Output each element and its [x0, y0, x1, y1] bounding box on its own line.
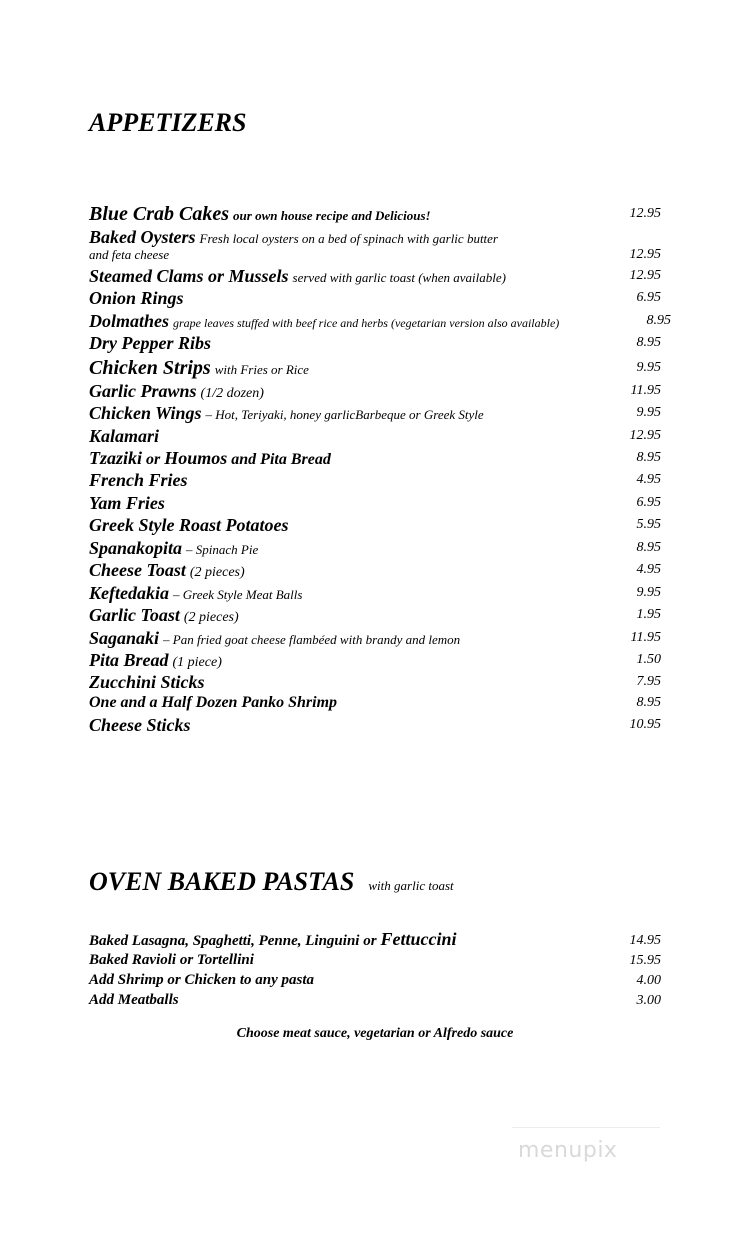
item-price: 4.00	[636, 973, 661, 988]
item-price: 4.95	[636, 562, 661, 577]
menu-item: Chicken Wings – Hot, Teriyaki, honey garlicBarbeque or Greek Style 9.95	[89, 403, 661, 423]
menu-item: Onion Rings 6.95	[89, 288, 661, 308]
item-price: 9.95	[636, 360, 661, 375]
menu-item: Add Shrimp or Chicken to any pasta 4.00	[89, 972, 661, 988]
menu-item: French Fries 4.95	[89, 470, 661, 490]
watermark-logo: menupix	[518, 1138, 618, 1163]
item-price: 11.95	[630, 630, 661, 645]
item-price: 4.95	[636, 472, 661, 487]
menu-item: Chicken Strips with Fries or Rice 9.95	[89, 357, 661, 379]
menu-item: Garlic Toast (2 pieces) 1.95	[89, 605, 661, 625]
menu-item: Baked Lasagna, Spaghetti, Penne, Linguini or Fettuccini 14.95	[89, 929, 661, 949]
item-price: 1.95	[636, 607, 661, 622]
item-price: 8.95	[636, 335, 661, 350]
menu-item: Blue Crab Cakes our own house recipe and Delicious! 12.95	[89, 203, 661, 225]
item-price: 9.95	[636, 585, 661, 600]
pastas-subtitle: with garlic toast	[368, 878, 454, 893]
menu-item: Keftedakia – Greek Style Meat Balls 9.95	[89, 583, 661, 603]
menu-item: Tzaziki or Houmos and Pita Bread 8.95	[89, 448, 661, 468]
item-price: 12.95	[629, 247, 661, 262]
sauce-note: Choose meat sauce, vegetarian or Alfredo sauce	[236, 1026, 514, 1041]
item-price: 6.95	[636, 290, 661, 305]
menu-item: Baked Ravioli or Tortellini 15.95	[89, 952, 661, 968]
item-price: 8.95	[636, 695, 661, 710]
item-price: 8.95	[646, 313, 671, 328]
pastas-heading: OVEN BAKED PASTAS with garlic toast	[89, 867, 454, 896]
item-price: 10.95	[629, 717, 661, 732]
menu-item: Cheese Sticks 10.95	[89, 715, 661, 735]
menu-item: Cheese Toast (2 pieces) 4.95	[89, 560, 661, 580]
menu-item: Pita Bread (1 piece) 1.50	[89, 650, 661, 670]
item-price: 7.95	[636, 674, 661, 689]
item-price: 12.95	[629, 206, 661, 221]
menu-item: Garlic Prawns (1/2 dozen) 11.95	[89, 381, 661, 401]
menu-item: Kalamari 12.95	[89, 426, 661, 446]
menu-item: Dry Pepper Ribs 8.95	[89, 333, 661, 353]
item-price: 8.95	[636, 540, 661, 555]
item-price: 15.95	[629, 953, 661, 968]
menu-item: Greek Style Roast Potatoes 5.95	[89, 515, 661, 535]
menu-item: Add Meatballs 3.00	[89, 992, 661, 1008]
menu-item: Saganaki – Pan fried goat cheese flambéed with brandy and lemon 11.95	[89, 628, 661, 648]
item-price: 14.95	[629, 933, 661, 948]
watermark-rule	[512, 1127, 660, 1128]
menu-item: Spanakopita – Spinach Pie 8.95	[89, 538, 661, 558]
menu-item: Yam Fries 6.95	[89, 493, 661, 513]
menu-item: Zucchini Sticks 7.95	[89, 672, 661, 692]
item-price: 9.95	[636, 405, 661, 420]
item-price: 6.95	[636, 495, 661, 510]
menu-item: Steamed Clams or Mussels served with garlic toast (when available) 12.95	[89, 266, 661, 286]
menu-item: Baked Oysters Fresh local oysters on a bed of spinach with garlic butter and feta cheese 12.95	[89, 227, 661, 262]
item-price: 12.95	[629, 268, 661, 283]
item-price: 8.95	[636, 450, 661, 465]
menu-item: One and a Half Dozen Panko Shrimp 8.95	[89, 694, 661, 711]
appetizers-heading: APPETIZERS	[89, 108, 247, 137]
item-price: 11.95	[630, 383, 661, 398]
item-price: 12.95	[629, 428, 661, 443]
item-price: 5.95	[636, 517, 661, 532]
menu-item: Dolmathes grape leaves stuffed with beef rice and herbs (vegetarian version also available) 8.95	[89, 311, 671, 331]
item-price: 3.00	[636, 993, 661, 1008]
item-price: 1.50	[636, 652, 661, 667]
